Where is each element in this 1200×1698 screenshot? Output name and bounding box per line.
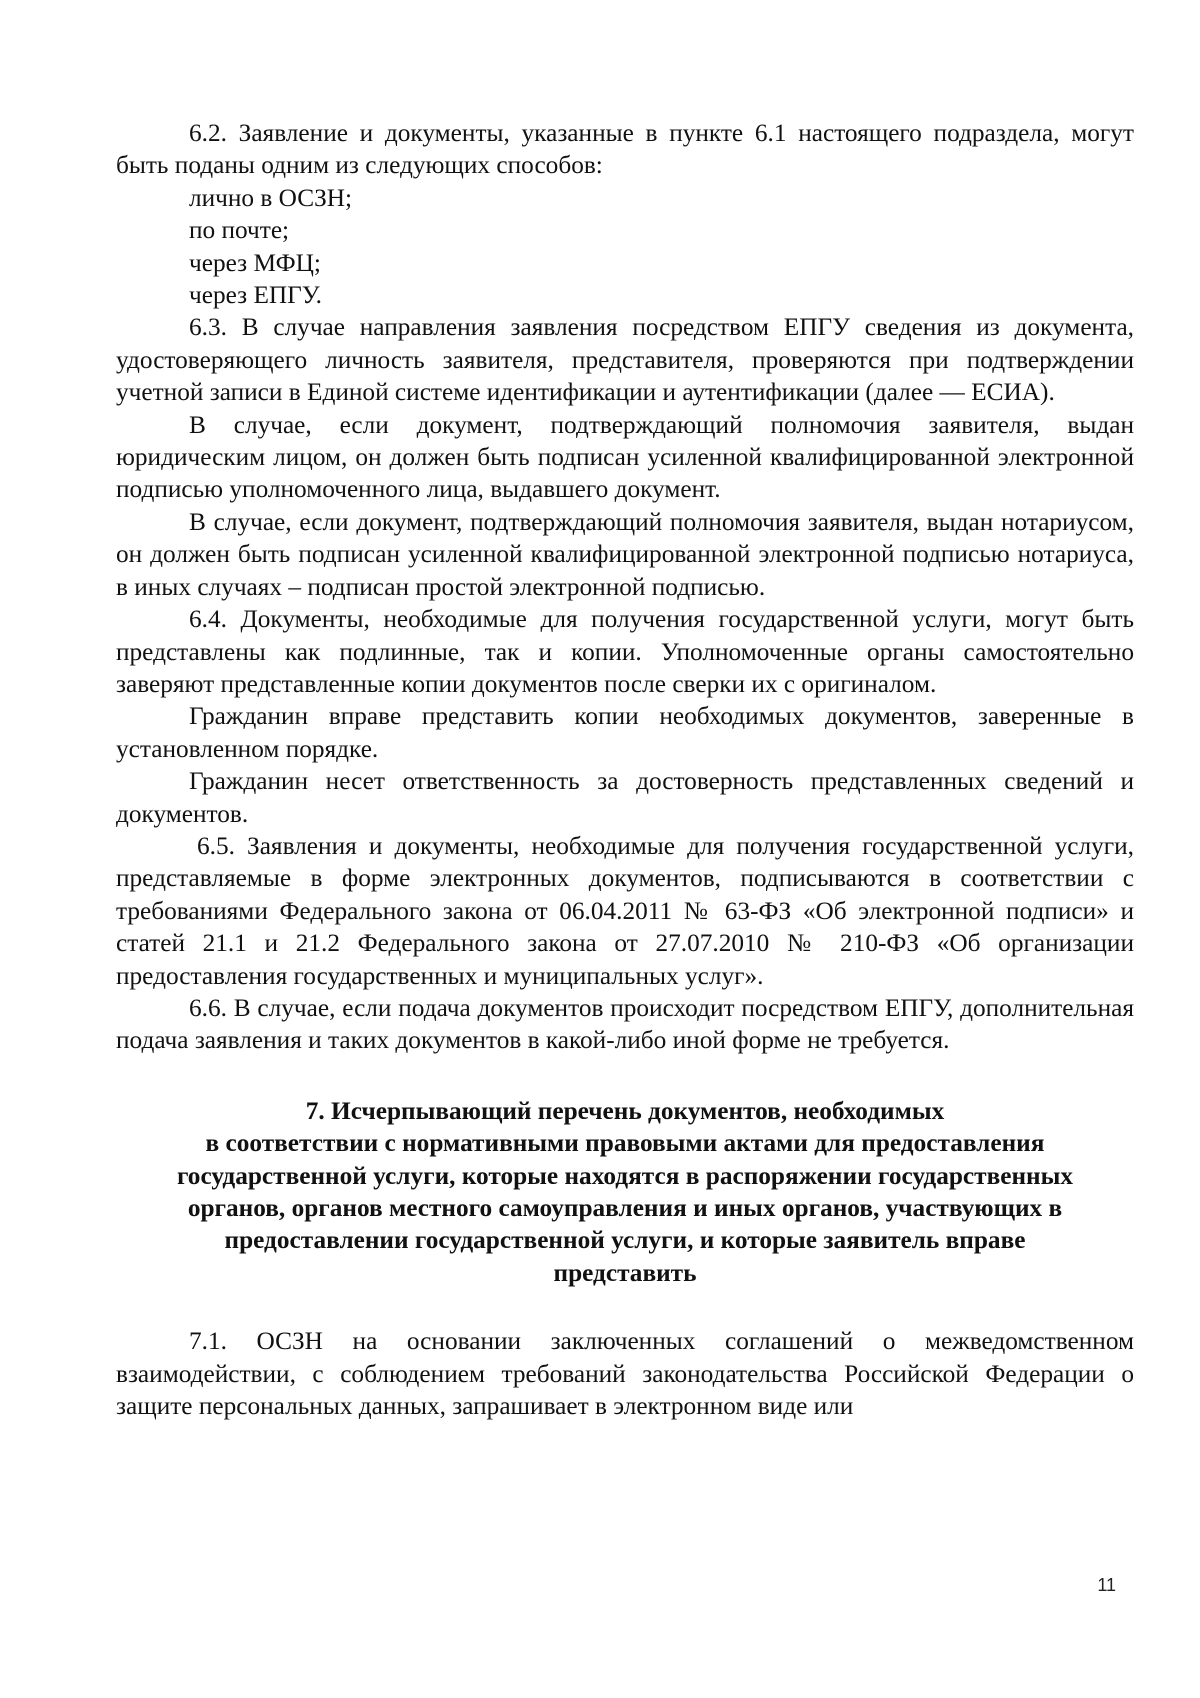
paragraph-copies: Гражданин вправе представить копии необходимых документов, заверенные в установленном порядке. [116, 702, 1134, 763]
heading-line: предоставлении государственной услуги, и которые заявитель вправе [224, 1226, 1026, 1255]
heading-line: государственной услуги, которые находятся в распоряжении государственных [176, 1161, 1074, 1190]
page-number: 11 [1097, 1575, 1116, 1595]
document-body [116, 117, 1134, 1422]
heading-line: в соответствии с нормативными правовыми актами для предоставления [205, 1129, 1045, 1158]
paragraph-responsibility: Гражданин несет ответственность за достоверность представленных сведений и документов. [116, 767, 1134, 828]
paragraph-notary: В случае, если документ, подтверждающий полномочия заявителя, выдан нотариусом, он должен быть подписан усиленной квалифицированной электронной подписью нотариуса, в иных случаях – подписан простой электронной подписью. [116, 507, 1134, 601]
paragraphs-before [116, 117, 1134, 1057]
list-item-via-epgu: через ЕПГУ. [189, 281, 322, 310]
section-7-heading [116, 1095, 1134, 1289]
paragraph-7-1: 7.1. ОСЗН на основании заключенных соглашений о межведомственном взаимодействии, с соблюдением требований законодательства Российской Федерации о защите персональных данных, запрашивает в электронном виде или [116, 1327, 1134, 1421]
paragraph-6-2: 6.2. Заявление и документы, указанные в пункте 6.1 настоящего подраздела, могут быть поданы одним из следующих способов: [116, 119, 1134, 180]
list-item-by-mail: по почте; [189, 216, 290, 245]
paragraph-legal-entity: В случае, если документ, подтверждающий полномочия заявителя, выдан юридическим лицом, он должен быть подписан усиленной квалифицированной электронной подписью уполномоченного лица, выдавшего документ. [116, 410, 1134, 504]
heading-line: органов, органов местного самоуправления и иных органов, участвующих в [187, 1194, 1063, 1222]
paragraphs-after [116, 1325, 1134, 1422]
heading-line: 7. Исчерпывающий перечень документов, необходимых [305, 1096, 945, 1125]
list-item-in-person: лично в ОСЗН; [189, 183, 353, 212]
paragraph-6-6: 6.6. В случае, если подача документов происходит посредством ЕПГУ, дополнительная подача заявления и таких документов в какой-либо иной форме не требуется. [116, 993, 1134, 1055]
list-item-via-mfc: через МФЦ; [189, 248, 321, 277]
heading-line: представить [553, 1258, 697, 1287]
paragraph-6-3: 6.3. В случае направления заявления посредством ЕПГУ сведения из документа, удостоверяющего личность заявителя, представителя, проверяются при подтверждении учетной записи в Единой системе идентификации и аутентификации (далее — ЕСИА). [116, 313, 1134, 407]
paragraph-6-4: 6.4. Документы, необходимые для получения государственной услуги, могут быть представлены как подлинные, так и копии. Уполномоченные органы самостоятельно заверяют представленные копии документов после сверки их с оригиналом. [116, 605, 1134, 698]
paragraph-6-5: 6.5. Заявления и документы, необходимые для получения государственной услуги, представляемые в форме электронных документов, подписываются в соответствии с требованиями Федерального закона от 06.04.2011 № 63-ФЗ «Об электронной подписи» и статей 21.1 и 21.2 Федерального закона от 27.07.2010 № 210-ФЗ «Об организации предоставления государственных и муниципальных услуг». [116, 831, 1134, 990]
